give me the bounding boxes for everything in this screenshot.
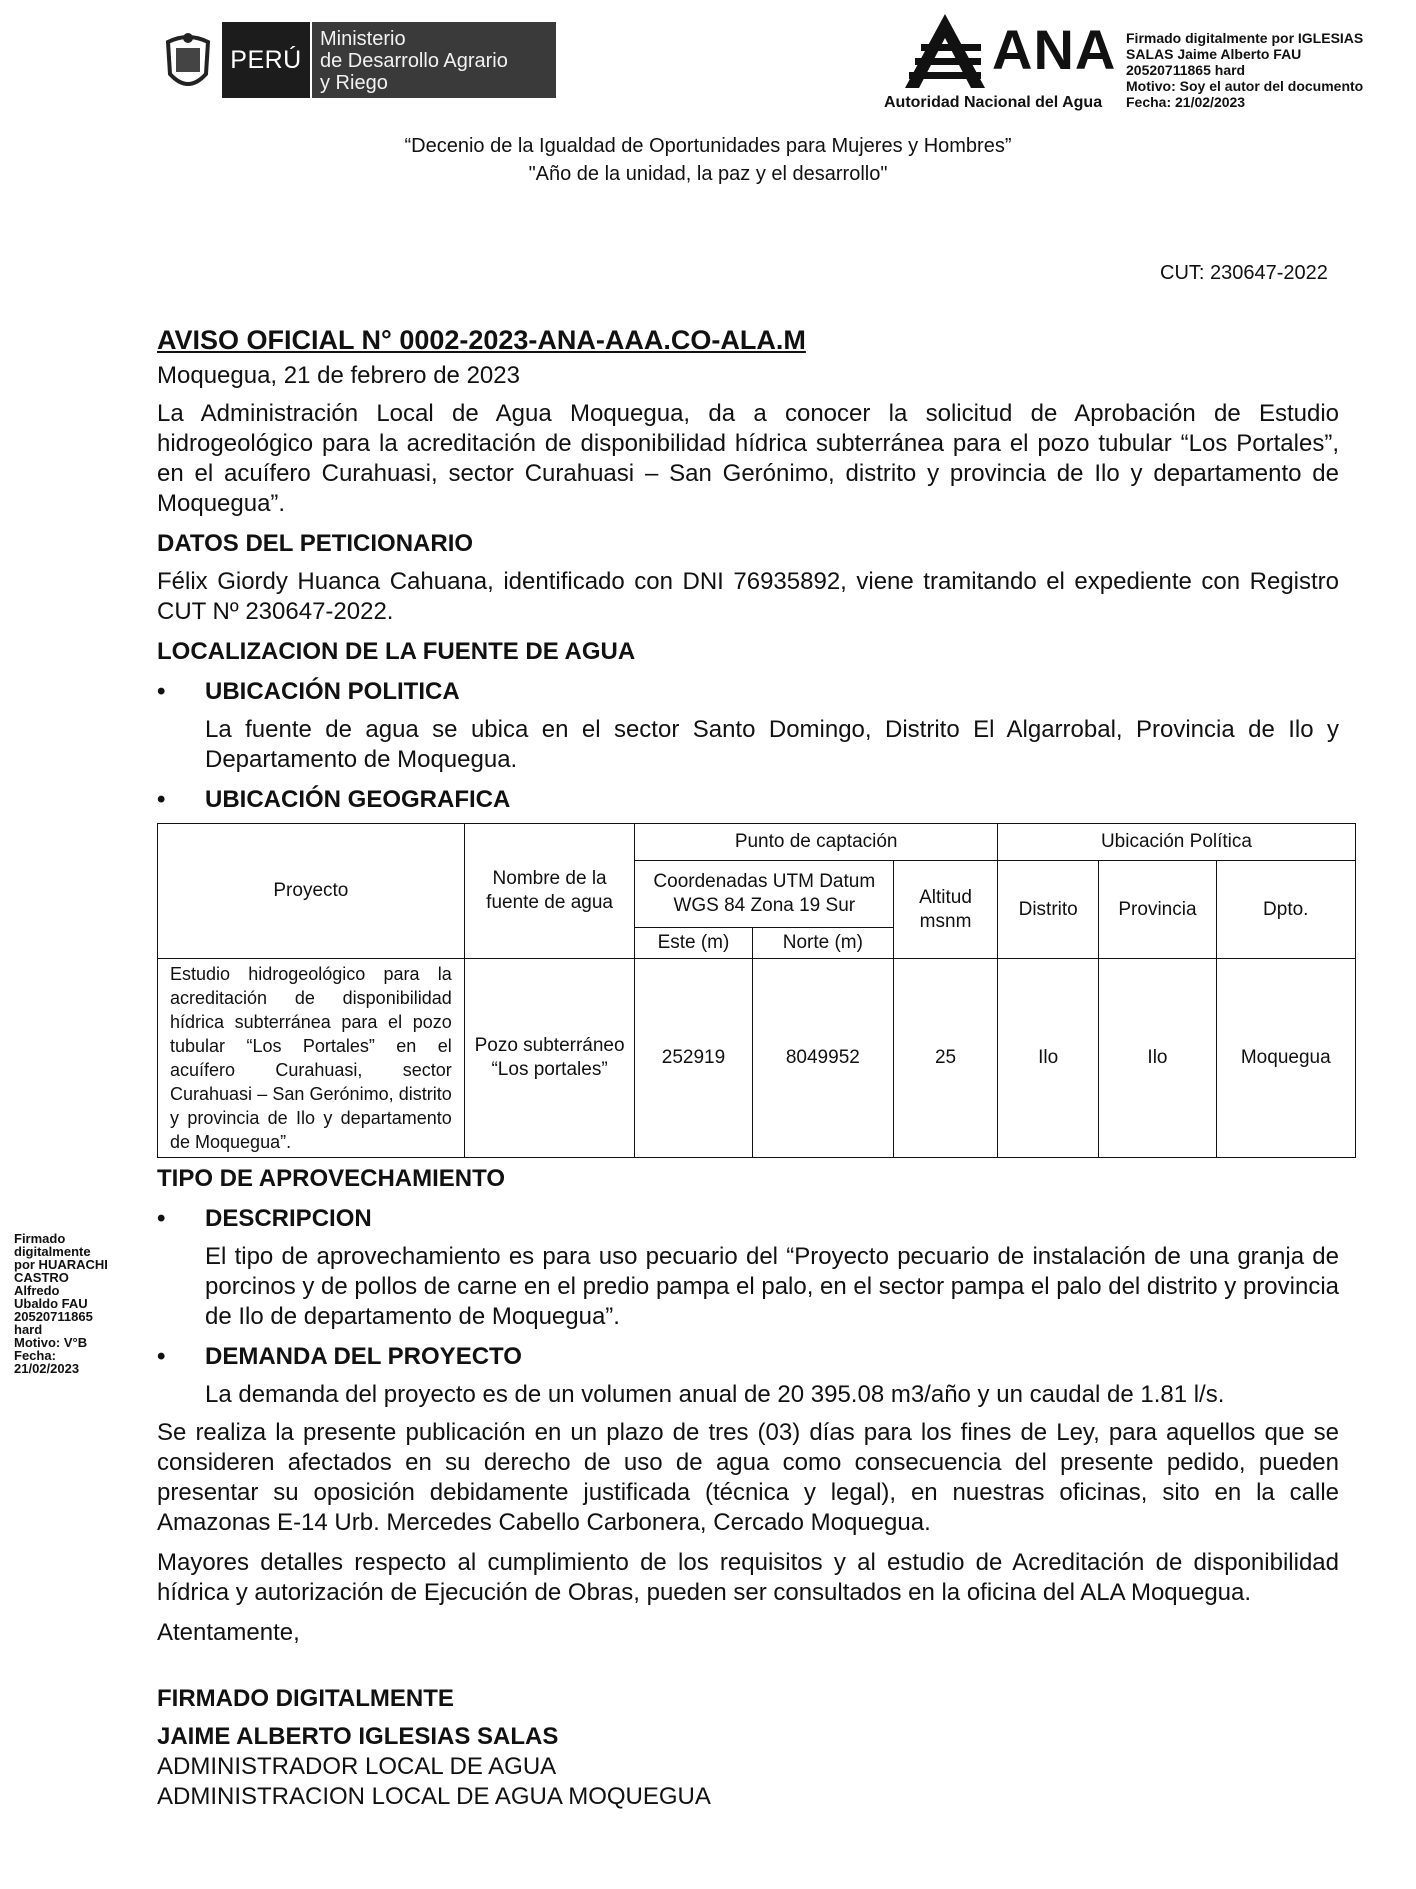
side-signature-line: Firmado xyxy=(14,1231,66,1246)
intro-paragraph: La Administración Local de Agua Moquegua, da a conocer la solicitud de Aprobación de Estudio hidrogeológico para la acreditación de disponibilidad hídrica subterránea para el pozo tubular “Los Portales”, en el acuífero Curahuasi, sector Curahuasi – San Gerónimo, distrito y provincia de Ilo y departamento de Moquegua”. xyxy=(157,400,1339,517)
political-location-paragraph: La fuente de agua se ubica en el sector Santo Domingo, Distrito El Algarrobal, Provincia de Ilo y Departamento de Moquegua. xyxy=(205,716,1339,773)
table-header: Ubicación Política xyxy=(997,824,1355,861)
table-header: Punto de captación xyxy=(635,824,998,861)
table-cell: 252919 xyxy=(635,959,752,1158)
side-signature-line: 21/02/2023 xyxy=(14,1361,80,1376)
table-cell: Moquegua xyxy=(1216,959,1355,1158)
table-header: Proyecto xyxy=(158,824,465,959)
bullet-heading: • UBICACIÓN GEOGRAFICA xyxy=(157,785,1339,815)
details-paragraph: Mayores detalles respecto al cumplimiento de los requisitos y al estudio de Acreditación de disponibilidad hídrica y autorización de Ejecución de Obras, pueden ser consultados en la oficina del ALA Moquegua. xyxy=(157,1549,1339,1606)
side-signature-line: Motivo: V°B xyxy=(14,1335,88,1350)
ministry-line: y Riego xyxy=(320,72,388,94)
table-cell: Ilo xyxy=(997,959,1099,1158)
table-row xyxy=(158,959,1356,1158)
side-signature-line: Alfredo xyxy=(14,1283,60,1298)
digital-signature-stamp xyxy=(1126,30,1406,110)
signature-line: Fecha: 21/02/2023 xyxy=(1126,94,1246,110)
location-table xyxy=(157,823,1356,1158)
ministry-line: Ministerio xyxy=(320,28,406,50)
signature-line: Motivo: Soy el autor del documento xyxy=(1126,78,1364,94)
table-header: Coordenadas UTM Datum WGS 84 Zona 19 Sur xyxy=(635,861,894,928)
notice-date: Moquegua, 21 de febrero de 2023 xyxy=(157,362,520,389)
ministry-line: de Desarrollo Agrario xyxy=(320,50,508,72)
notice-title: AVISO OFICIAL N° 0002-2023-ANA-AAA.CO-ALA.M xyxy=(157,325,806,355)
ana-logo-icon xyxy=(905,14,985,88)
table-cell: 25 xyxy=(894,959,998,1158)
closing-text: Atentamente, xyxy=(157,1619,300,1646)
bullet-heading: • DEMANDA DEL PROYECTO xyxy=(157,1342,1339,1372)
motto-line: "Año de la unidad, la paz y el desarrollo" xyxy=(528,163,888,185)
side-signature-line: hard xyxy=(14,1322,43,1337)
table-header: Provincia xyxy=(1099,861,1216,959)
section-heading: LOCALIZACION DE LA FUENTE DE AGUA xyxy=(157,638,636,665)
cut-number: CUT: 230647-2022 xyxy=(1160,262,1328,284)
petitioner-paragraph: Félix Giordy Huanca Cahuana, identificado con DNI 76935892, viene tramitando el expediente con Registro CUT Nº 230647-2022. xyxy=(157,568,1339,625)
description-paragraph: El tipo de aprovechamiento es para uso pecuario del “Proyecto pecuario de instalación de una granja de porcinos y de pollos de carne en el predio pampa el palo, en el sector pampa el palo del distrito y provincia de Ilo de departamento de Moquegua”. xyxy=(205,1243,1339,1330)
table-cell: 8049952 xyxy=(752,959,894,1158)
table-cell: Ilo xyxy=(1099,959,1216,1158)
signed-digitally-label: FIRMADO DIGITALMENTE xyxy=(157,1685,454,1712)
signature-line: Firmado digitalmente por IGLESIAS xyxy=(1126,30,1364,46)
signature-line: 20520711865 hard xyxy=(1126,62,1246,78)
table-cell: Pozo subterráneo “Los portales” xyxy=(464,959,635,1158)
side-signature-stamp xyxy=(14,1232,134,1375)
ministry-name xyxy=(312,22,556,98)
signer-name: JAIME ALBERTO IGLESIAS SALAS xyxy=(157,1723,559,1750)
coat-of-arms-icon xyxy=(160,30,216,96)
bullet-heading: • UBICACIÓN POLITICA xyxy=(157,677,1339,707)
table-header: Nombre de la fuente de agua xyxy=(464,824,635,959)
side-signature-line: Fecha: xyxy=(14,1348,56,1363)
side-signature-line: por HUARACHI xyxy=(14,1257,108,1272)
side-signature-line: CASTRO xyxy=(14,1270,69,1285)
table-header: Dpto. xyxy=(1216,861,1355,959)
side-signature-line: 20520711865 xyxy=(14,1309,93,1324)
demand-paragraph: La demanda del proyecto es de un volumen anual de 20 395.08 m3/año y un caudal de 1.81 l/s. xyxy=(205,1381,1225,1408)
signature-line: SALAS Jaime Alberto FAU xyxy=(1126,46,1302,62)
side-signature-line: digitalmente xyxy=(14,1244,91,1259)
document-body xyxy=(157,325,1339,1812)
ana-subtitle: Autoridad Nacional del Agua xyxy=(884,94,1103,111)
publication-paragraph: Se realiza la presente publicación en un plazo de tres (03) días para los fines de Ley, para aquellos que se consideren afectados en su derecho de uso de agua como consecuencia del presente pedido, pueden presentar su oposición debidamente justificada (técnica y legal), en nuestras oficinas, sito en la calle Amazonas E-14 Urb. Mercedes Cabello Carbonera, Cercado Moquegua. xyxy=(157,1419,1339,1536)
section-heading: DATOS DEL PETICIONARIO xyxy=(157,530,474,557)
document-header xyxy=(0,0,1416,130)
motto-line: “Decenio de la Igualdad de Oportunidades para Mujeres y Hombres” xyxy=(404,135,1012,157)
table-cell: Estudio hidrogeológico para la acreditación de disponibilidad hídrica subterránea para el pozo tubular “Los Portales” en el acuífero Curahuasi, sector Curahuasi – San Gerónimo, distrito y provincia de Ilo y departamento de Moquegua”. xyxy=(158,959,465,1158)
table-header: Norte (m) xyxy=(752,928,894,959)
signer-role: ADMINISTRADOR LOCAL DE AGUA xyxy=(157,1753,557,1780)
bullet-heading: • DESCRIPCION xyxy=(157,1204,1339,1234)
table-header: Este (m) xyxy=(635,928,752,959)
ana-name: ANA xyxy=(992,18,1117,81)
peru-label: PERÚ xyxy=(222,22,310,98)
side-signature-line: Ubaldo FAU xyxy=(14,1296,88,1311)
table-header: Distrito xyxy=(997,861,1099,959)
section-heading: TIPO DE APROVECHAMIENTO xyxy=(157,1165,506,1192)
signer-office: ADMINISTRACION LOCAL DE AGUA MOQUEGUA xyxy=(157,1783,711,1810)
table-header: Altitud msnm xyxy=(894,861,998,959)
